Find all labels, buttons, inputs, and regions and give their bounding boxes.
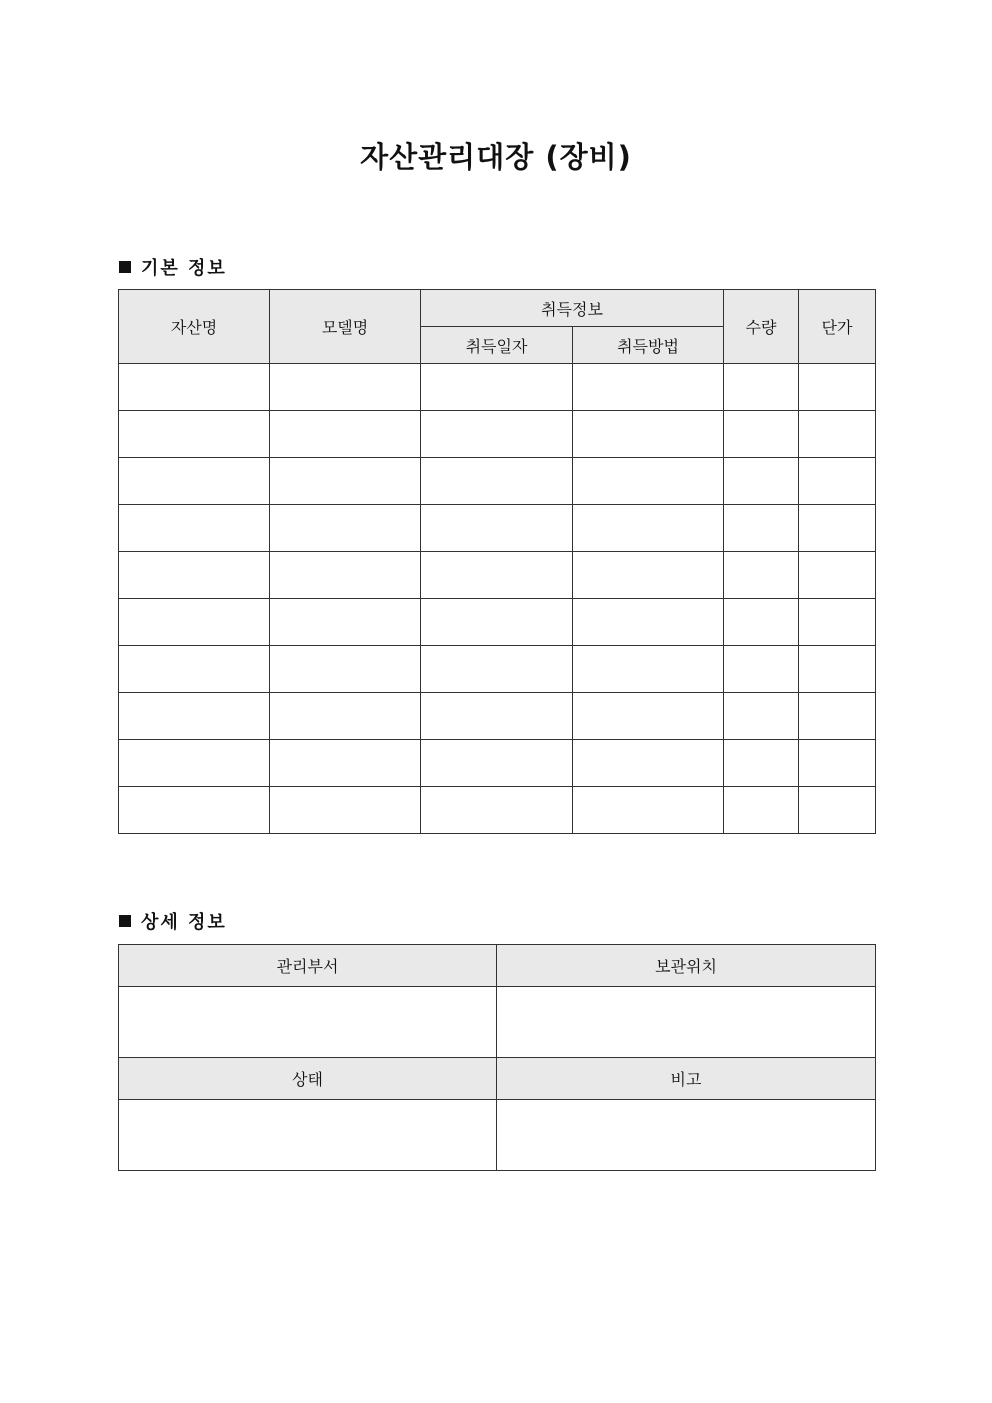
cell-acquisition-method[interactable] [573,646,724,693]
cell-asset-name[interactable] [119,693,270,740]
label-department: 관리부서 [119,945,497,987]
table-row [119,599,876,646]
value-location[interactable] [497,987,876,1058]
cell-asset-name[interactable] [119,364,270,411]
cell-unit-price[interactable] [799,458,876,505]
cell-model-name[interactable] [270,646,421,693]
cell-quantity[interactable] [724,552,799,599]
label-status: 상태 [119,1058,497,1100]
cell-acquisition-date[interactable] [421,552,573,599]
table-row [119,364,876,411]
header-acquisition-info: 취득정보 [421,290,724,327]
table-row [119,552,876,599]
cell-acquisition-method[interactable] [573,411,724,458]
document-title: 자산관리대장 (장비) [360,140,632,174]
cell-unit-price[interactable] [799,693,876,740]
cell-asset-name[interactable] [119,411,270,458]
section-heading-text: 기본 정보 [141,258,227,279]
cell-model-name[interactable] [270,693,421,740]
cell-asset-name[interactable] [119,646,270,693]
cell-model-name[interactable] [270,787,421,834]
cell-unit-price[interactable] [799,646,876,693]
cell-model-name[interactable] [270,740,421,787]
label-remarks: 비고 [497,1058,876,1100]
section-heading-text: 상세 정보 [141,912,227,933]
header-acquisition-date: 취득일자 [421,327,573,364]
cell-model-name[interactable] [270,411,421,458]
cell-model-name[interactable] [270,364,421,411]
table-row [119,646,876,693]
cell-asset-name[interactable] [119,599,270,646]
cell-quantity[interactable] [724,505,799,552]
cell-acquisition-date[interactable] [421,411,573,458]
cell-quantity[interactable] [724,740,799,787]
header-quantity: 수량 [724,290,799,364]
label-location: 보관위치 [497,945,876,987]
cell-quantity[interactable] [724,599,799,646]
detail-info-table [118,944,876,1171]
cell-asset-name[interactable] [119,740,270,787]
header-asset-name: 자산명 [119,290,270,364]
cell-acquisition-method[interactable] [573,458,724,505]
cell-acquisition-date[interactable] [421,740,573,787]
cell-unit-price[interactable] [799,505,876,552]
cell-asset-name[interactable] [119,552,270,599]
cell-acquisition-method[interactable] [573,505,724,552]
table-row [119,787,876,834]
section-heading-basic-info [119,254,227,280]
table-row [119,740,876,787]
cell-acquisition-date[interactable] [421,646,573,693]
cell-acquisition-method[interactable] [573,552,724,599]
cell-quantity[interactable] [724,787,799,834]
cell-acquisition-method[interactable] [573,787,724,834]
section-heading-detail-info [119,908,227,934]
cell-unit-price[interactable] [799,552,876,599]
cell-asset-name[interactable] [119,458,270,505]
cell-asset-name[interactable] [119,787,270,834]
cell-quantity[interactable] [724,364,799,411]
header-acquisition-method: 취득방법 [573,327,724,364]
cell-model-name[interactable] [270,505,421,552]
cell-acquisition-date[interactable] [421,787,573,834]
cell-unit-price[interactable] [799,411,876,458]
cell-acquisition-method[interactable] [573,740,724,787]
cell-acquisition-date[interactable] [421,458,573,505]
cell-unit-price[interactable] [799,599,876,646]
header-model-name: 모델명 [270,290,421,364]
cell-acquisition-method[interactable] [573,599,724,646]
cell-acquisition-date[interactable] [421,505,573,552]
cell-model-name[interactable] [270,599,421,646]
basic-info-table [118,289,876,834]
cell-quantity[interactable] [724,646,799,693]
cell-model-name[interactable] [270,552,421,599]
cell-unit-price[interactable] [799,740,876,787]
cell-unit-price[interactable] [799,364,876,411]
table-row [119,505,876,552]
basic-info-table-body [119,364,876,834]
table-row [119,693,876,740]
black-square-icon [119,261,131,273]
value-status[interactable] [119,1100,497,1171]
cell-acquisition-date[interactable] [421,693,573,740]
cell-acquisition-date[interactable] [421,599,573,646]
cell-quantity[interactable] [724,411,799,458]
value-department[interactable] [119,987,497,1058]
cell-model-name[interactable] [270,458,421,505]
cell-acquisition-method[interactable] [573,364,724,411]
cell-quantity[interactable] [724,693,799,740]
black-square-icon [119,915,131,927]
table-row [119,411,876,458]
cell-acquisition-date[interactable] [421,364,573,411]
table-row [119,458,876,505]
cell-quantity[interactable] [724,458,799,505]
cell-asset-name[interactable] [119,505,270,552]
header-unit-price: 단가 [799,290,876,364]
cell-acquisition-method[interactable] [573,693,724,740]
cell-unit-price[interactable] [799,787,876,834]
value-remarks[interactable] [497,1100,876,1171]
